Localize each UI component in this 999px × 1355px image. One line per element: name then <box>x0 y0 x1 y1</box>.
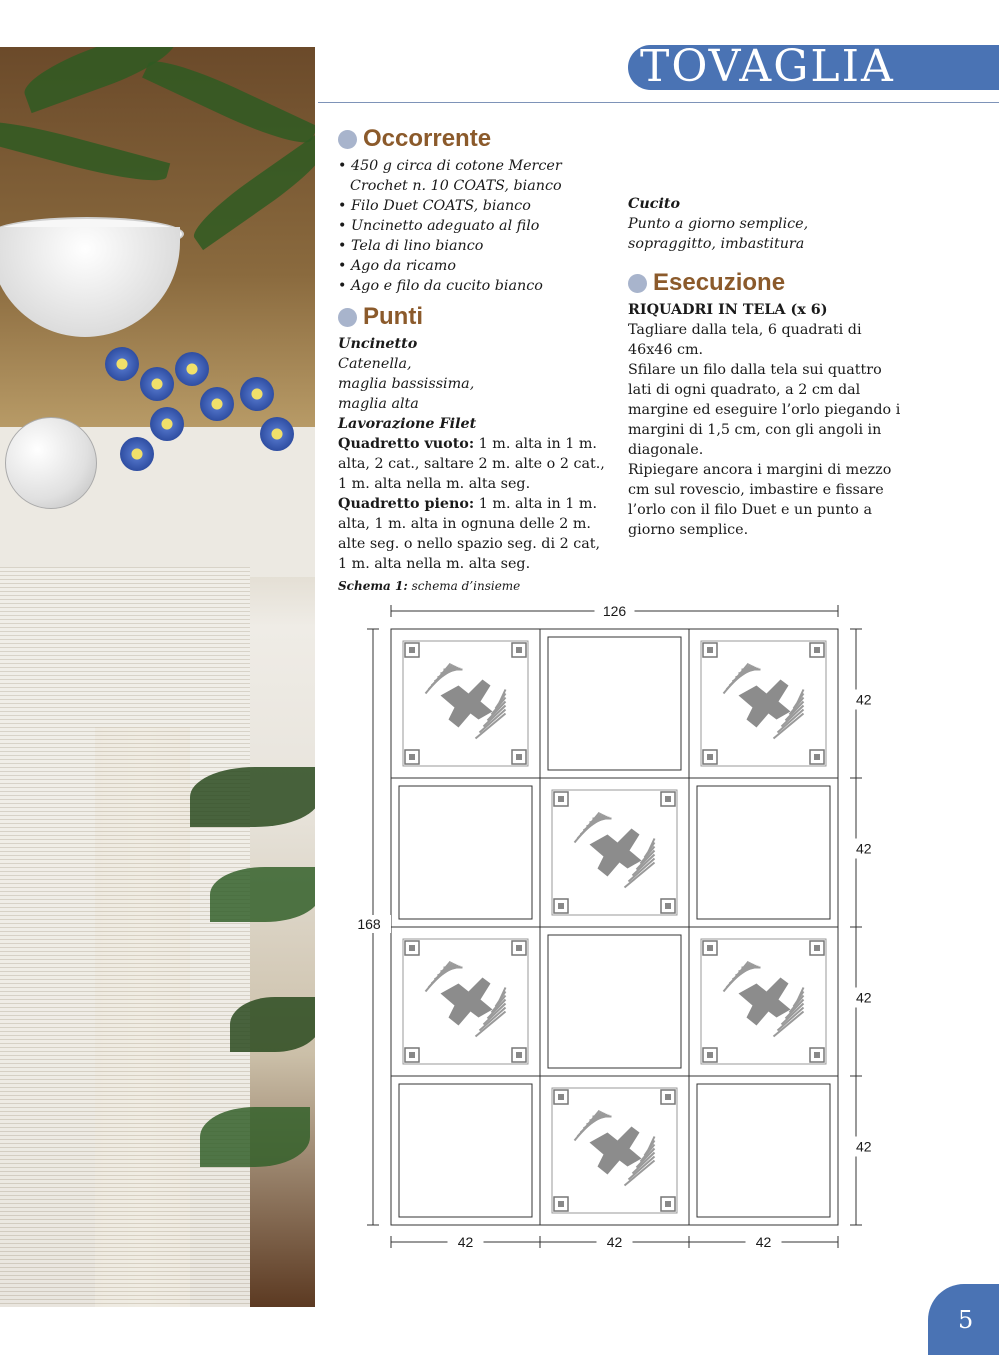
dim-row-label: 42 <box>856 1138 872 1155</box>
vuoto-text: 1 m. alta in 1 m. alta, 2 cat., saltare 2 m. alte o 2 cat., 1 m. alta nella m. alta seg. <box>338 436 605 492</box>
corner-knot-center <box>558 796 564 802</box>
instruction-paragraph: Ripiegare ancora i margini di mezzo cm sul rovescio, imbastire e fissare l’orlo con il filo Duet e un punto a giorno semplice. <box>628 462 892 538</box>
dim-width-label: 126 <box>602 603 627 619</box>
corner-knot-center <box>558 903 564 909</box>
dim-row-label: 42 <box>856 989 872 1006</box>
vuoto-label: Quadretto vuoto: <box>338 436 475 452</box>
schema-cell <box>391 778 540 927</box>
corner-knot-center <box>409 647 415 653</box>
page-number: 5 <box>958 1306 974 1334</box>
stitch-line: sopraggitto, imbastitura <box>628 236 805 252</box>
instruction-paragraph: Sfilare un filo dalla tela sui quattro lati di ogni quadrato, a 2 cm dal margine ed eseguire l’orlo piegando i margini di 1,5 cm, con gli angoli in diagonale. <box>628 362 901 458</box>
corner-knot-center <box>707 1052 713 1058</box>
corner-knot-center <box>665 1094 671 1100</box>
dim-col-label: 42 <box>457 1234 474 1250</box>
corner-knot-center <box>707 647 713 653</box>
list-item: • Ago e filo da cucito bianco <box>338 278 543 294</box>
corner-knot-center <box>814 647 820 653</box>
corner-knot-center <box>409 945 415 951</box>
pieno-label: Quadretto pieno: <box>338 496 475 512</box>
corner-knot-center <box>814 754 820 760</box>
corner-knot-center <box>516 945 522 951</box>
corner-knot-center <box>516 647 522 653</box>
corner-knot-center <box>558 1201 564 1207</box>
caption-label: Schema 1: <box>338 579 408 593</box>
corner-knot-center <box>707 945 713 951</box>
corner-knot-center <box>409 754 415 760</box>
heading-text: Occorrente <box>363 125 492 152</box>
caption-text: schema d’insieme <box>407 579 521 593</box>
heading-text: Esecuzione <box>653 269 786 296</box>
corner-knot-center <box>665 903 671 909</box>
list-item: • Uncinetto adeguato al filo <box>338 218 540 234</box>
heading-text: Punti <box>363 303 423 330</box>
corner-knot-center <box>814 945 820 951</box>
corner-knot-center <box>814 1052 820 1058</box>
stitch-line: Punto a giorno semplice, <box>628 216 809 232</box>
list-item: • Ago da ricamo <box>338 258 456 274</box>
schema-cell <box>689 1076 838 1225</box>
corner-knot-center <box>516 1052 522 1058</box>
esecuzione-subheading: RIQUADRI IN TELA (x 6) <box>628 302 828 318</box>
pieno-text: 1 m. alta in 1 m. alta, 1 m. alta in ognuna delle 2 m. alte seg. o nello spazio seg. di 2 cat, 1 m. alta nella m. alta seg. <box>338 496 601 572</box>
filet-label: Lavorazione Filet <box>338 416 477 432</box>
uncinetto-label: Uncinetto <box>338 336 418 352</box>
schema-cell <box>689 778 838 927</box>
dim-height-label: 168 <box>357 916 381 932</box>
corner-knot-center <box>516 754 522 760</box>
dim-row-label: 42 <box>856 691 872 708</box>
stitch-line: maglia bassissima, <box>338 376 475 392</box>
dim-row-label: 42 <box>856 840 872 857</box>
schema-cell <box>540 629 689 778</box>
list-item: • Filo Duet COATS, bianco <box>338 198 531 214</box>
stitch-line: maglia alta <box>338 396 419 412</box>
instruction-paragraph: Tagliare dalla tela, 6 quadrati di 46x46 cm. <box>628 322 862 358</box>
dim-col-label: 42 <box>606 1234 623 1250</box>
corner-knot-center <box>665 1201 671 1207</box>
stitch-line: Catenella, <box>338 356 412 372</box>
corner-knot-center <box>409 1052 415 1058</box>
list-item: • Tela di lino bianco <box>338 238 484 254</box>
schema-grid <box>391 629 838 1225</box>
cucito-label: Cucito <box>628 196 681 212</box>
page-number-tab <box>928 1284 999 1355</box>
dim-col-label: 42 <box>755 1234 772 1250</box>
list-item: • 450 g circa di cotone Mercer Crochet n. 10 COATS, bianco <box>338 158 562 194</box>
corner-knot-center <box>707 754 713 760</box>
corner-knot-center <box>665 796 671 802</box>
page-title: TOVAGLIA <box>640 41 895 92</box>
schema-cell <box>391 1076 540 1225</box>
corner-knot-center <box>558 1094 564 1100</box>
schema-cell <box>540 927 689 1076</box>
